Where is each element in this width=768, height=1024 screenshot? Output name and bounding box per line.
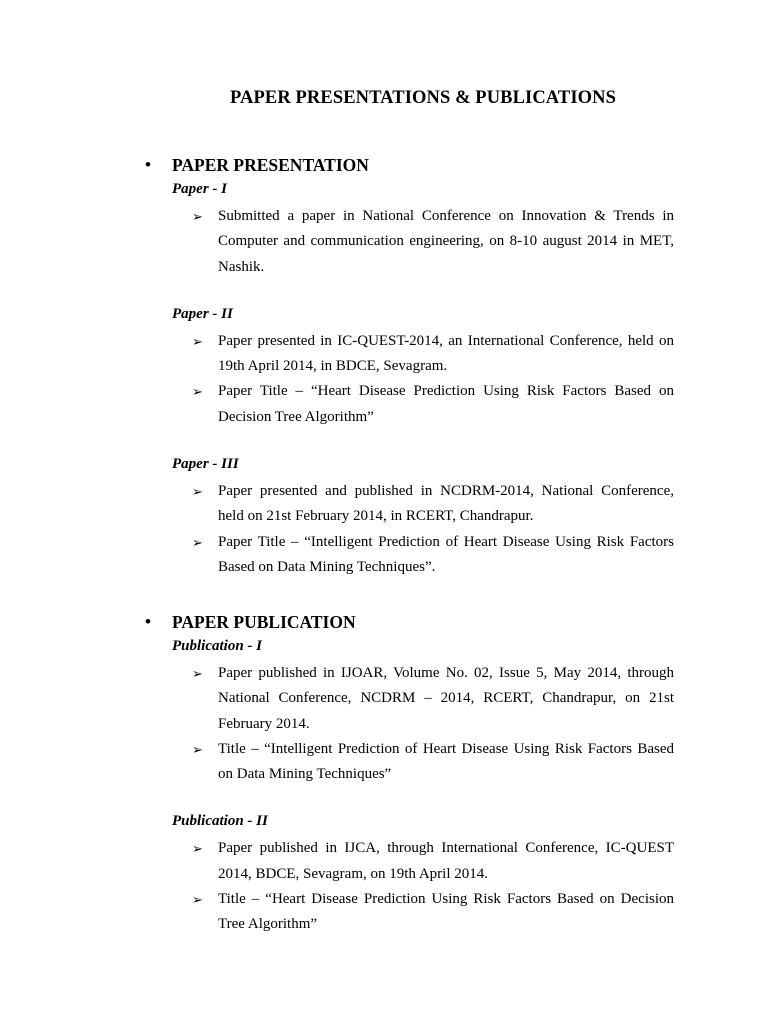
list-item bbox=[172, 661, 674, 737]
group-label: Paper - I bbox=[172, 181, 227, 197]
page-title: PAPER PRESENTATIONS & PUBLICATIONS bbox=[230, 88, 616, 108]
arrow-bullet-icon: ➢ bbox=[192, 384, 203, 400]
publication-group-2 bbox=[172, 811, 685, 937]
group-label: Publication - I bbox=[172, 638, 263, 654]
arrow-bullet-icon: ➢ bbox=[192, 841, 203, 857]
section-paper-publication bbox=[145, 612, 685, 938]
list-item bbox=[172, 329, 674, 380]
group-label: Paper - III bbox=[172, 456, 239, 473]
list-item-text: Paper presented in IC-QUEST-2014, an International Conference, held on 19th April 2014, in BDCE, Sevagram. bbox=[218, 332, 674, 375]
arrow-bullet-icon: ➢ bbox=[192, 209, 203, 224]
section-heading bbox=[145, 612, 685, 636]
list-item bbox=[172, 887, 674, 938]
list-item bbox=[172, 204, 674, 280]
list-item-text: Paper Title – “Intelligent Prediction of Heart Disease Using Risk Factors Based on Data Mining Techniques”. bbox=[218, 533, 674, 575]
paper-group-3 bbox=[172, 454, 685, 580]
list-item bbox=[172, 530, 674, 581]
arrow-bullet-icon: ➢ bbox=[192, 741, 203, 757]
section-heading bbox=[145, 155, 685, 179]
list-item bbox=[172, 737, 674, 788]
arrow-bullet-icon: ➢ bbox=[192, 666, 203, 681]
bullet-icon: • bbox=[145, 155, 151, 174]
list-item-text: Paper published in IJOAR, Volume No. 02, Issue 5, May 2014, through National Conference, NCDRM – 2014, RCERT, Chandrapur, on 21st February 2014. bbox=[218, 665, 674, 732]
section-heading-text: PAPER PUBLICATION bbox=[172, 612, 356, 632]
arrow-bullet-icon: ➢ bbox=[192, 484, 203, 500]
arrow-bullet-icon: ➢ bbox=[192, 333, 203, 349]
list-item-text: Submitted a paper in National Conference on Innovation & Trends in Computer and communication engineering, on 8-10 august 2014 in MET, Nashik. bbox=[218, 208, 674, 275]
arrow-bullet-icon: ➢ bbox=[192, 892, 203, 908]
paper-group-1 bbox=[172, 179, 685, 280]
bullet-icon: • bbox=[145, 612, 151, 631]
paper-group-2 bbox=[172, 304, 685, 430]
list-item-text: Title – “Heart Disease Prediction Using Risk Factors Based on Decision Tree Algorithm” bbox=[218, 891, 674, 933]
publication-group-1 bbox=[172, 636, 685, 787]
list-item-text: Title – “Intelligent Prediction of Heart Disease Using Risk Factors Based on Data Mining Techniques” bbox=[218, 740, 674, 783]
list-item-text: Paper Title – “Heart Disease Prediction Using Risk Factors Based on Decision Tree Algorithm” bbox=[218, 383, 674, 425]
list-item bbox=[172, 379, 674, 430]
section-paper-presentation bbox=[145, 155, 685, 580]
list-item-text: Paper published in IJCA, through International Conference, IC-QUEST 2014, BDCE, Sevagram, on 19th April 2014. bbox=[218, 840, 674, 882]
list-item-text: Paper presented and published in NCDRM-2014, National Conference, held on 21st February 2014, in RCERT, Chandrapur. bbox=[218, 483, 674, 525]
list-item bbox=[172, 479, 674, 530]
list-item bbox=[172, 836, 674, 887]
group-label: Paper - II bbox=[172, 305, 233, 322]
group-label: Publication - II bbox=[172, 813, 268, 830]
section-heading-text: PAPER PRESENTATION bbox=[172, 155, 369, 175]
arrow-bullet-icon: ➢ bbox=[192, 534, 203, 550]
